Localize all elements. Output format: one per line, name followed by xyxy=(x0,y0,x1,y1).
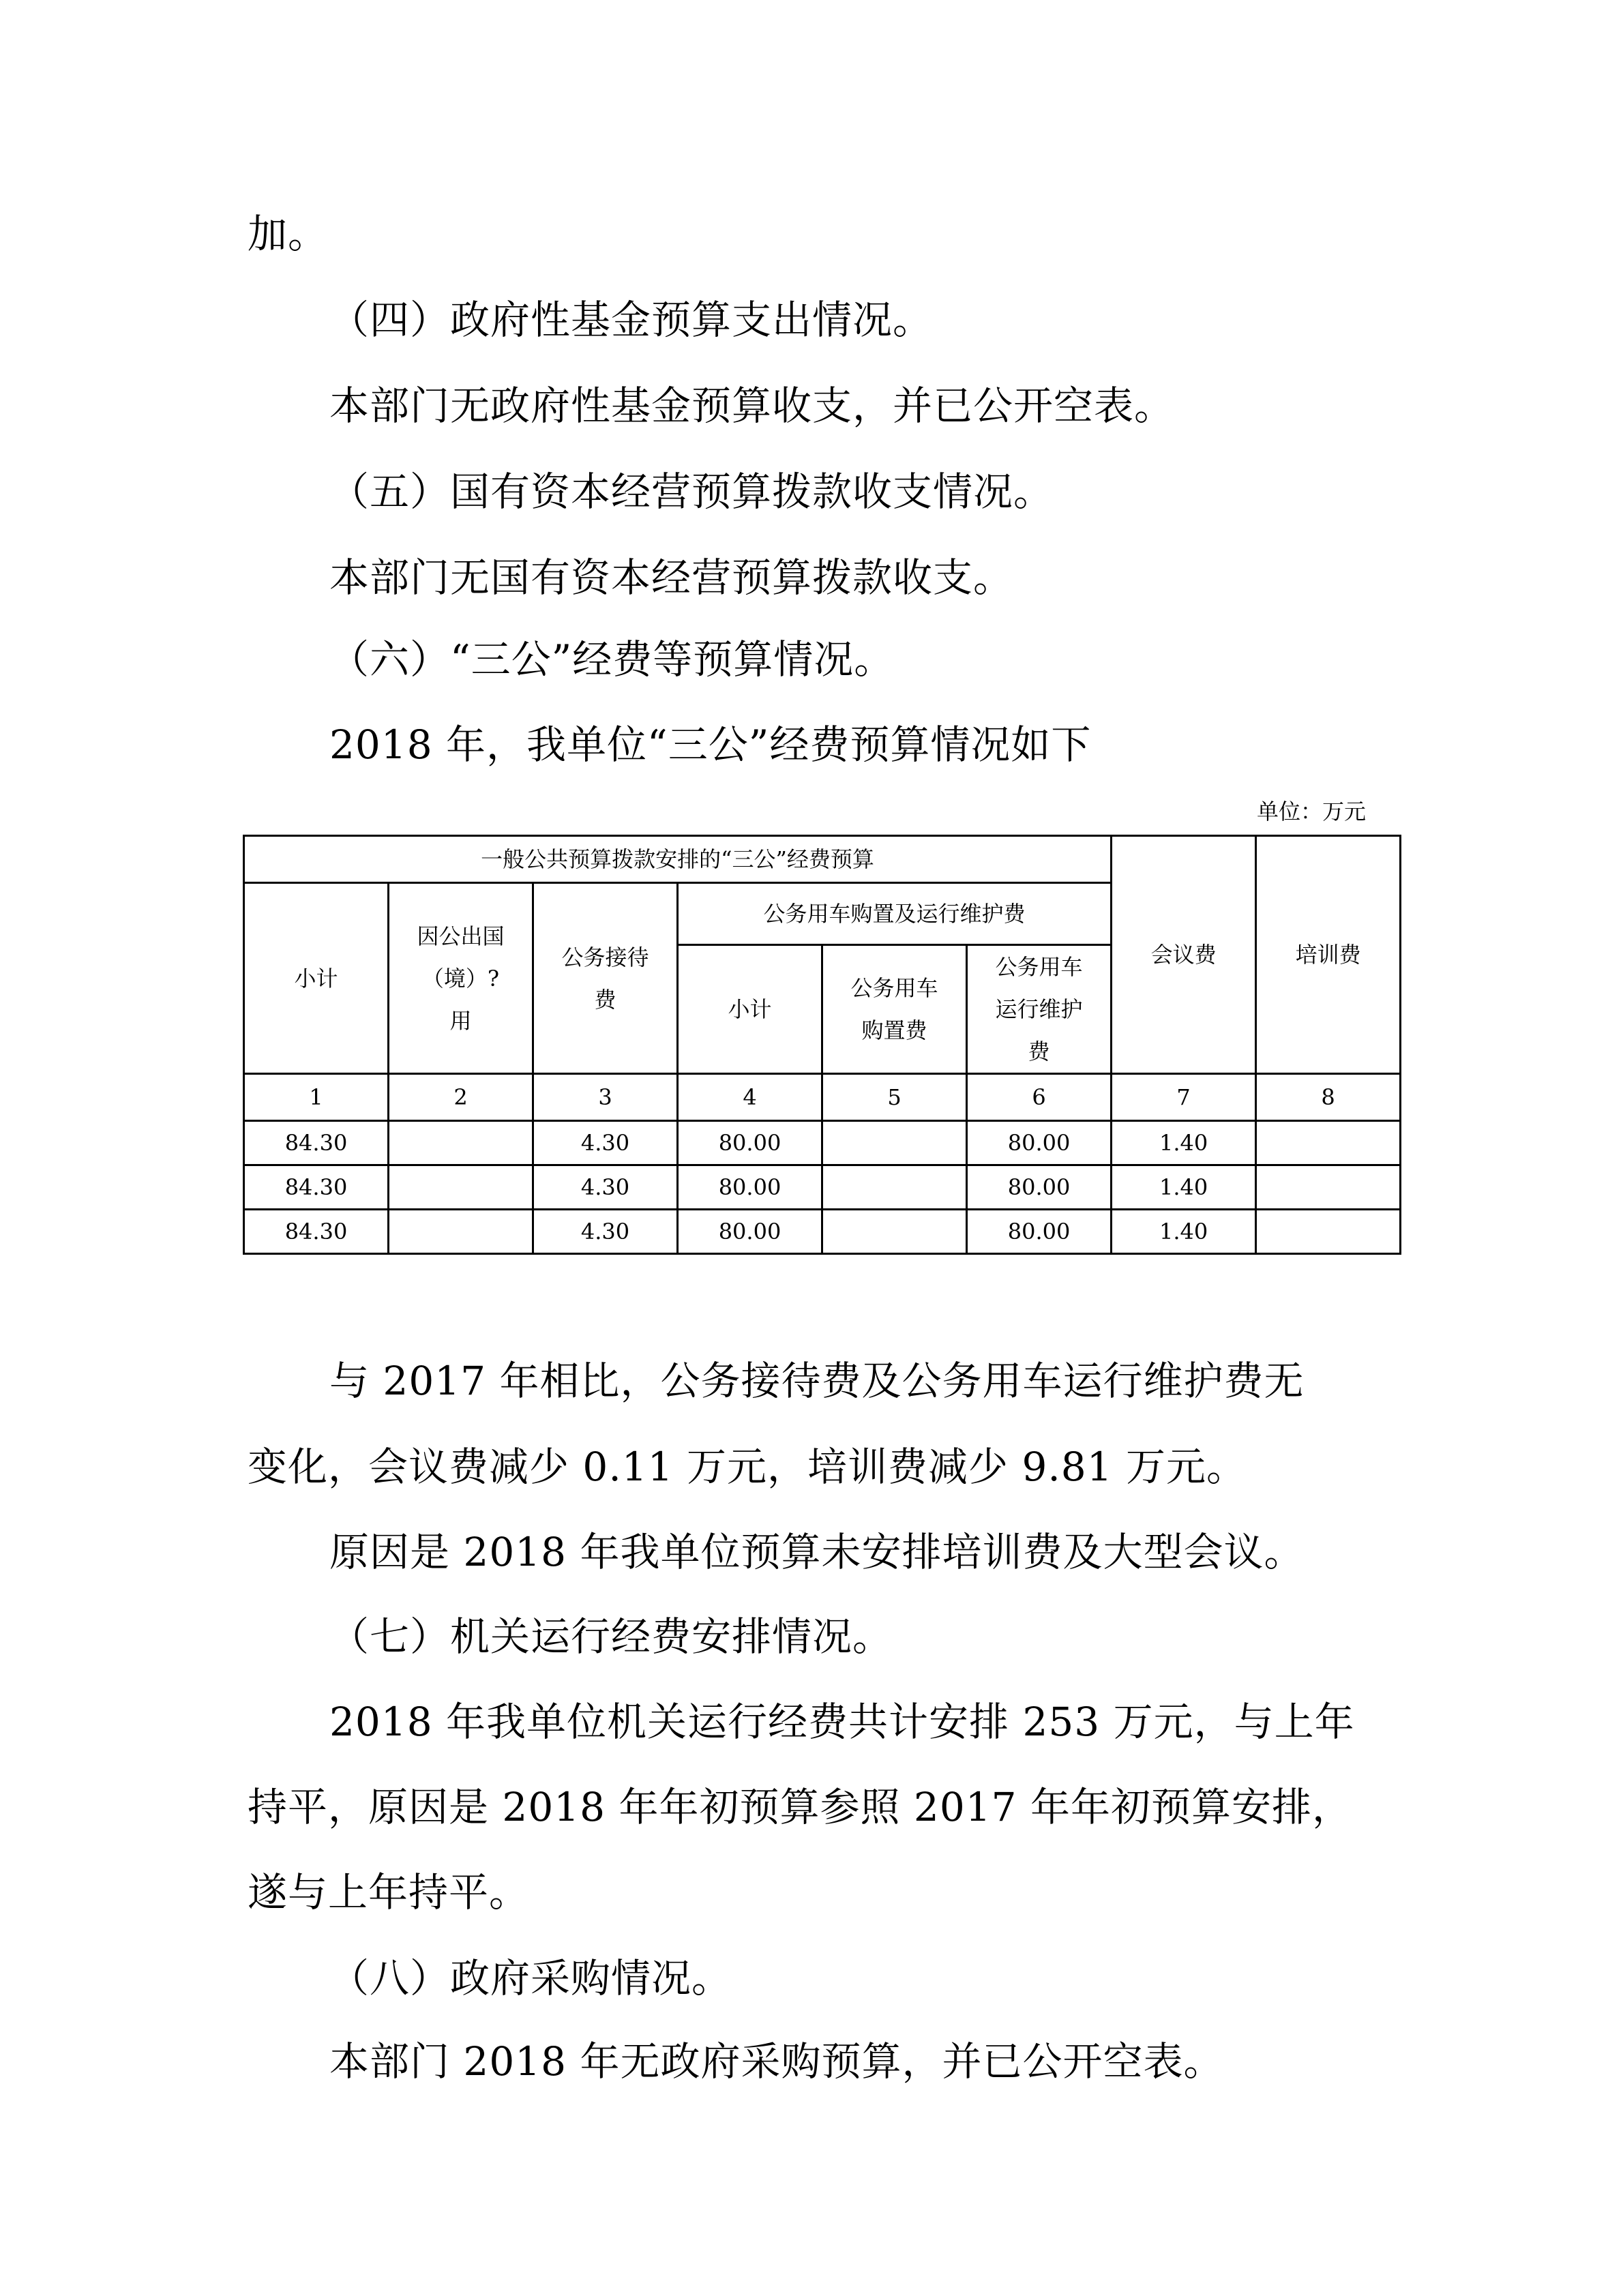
header-reception xyxy=(533,883,678,1074)
column-number: 4 xyxy=(678,1074,822,1121)
cell-training xyxy=(1256,1121,1401,1165)
section-heading-6: （六）“三公”经费等预算情况。 xyxy=(329,636,895,683)
cell-vehicle-operation: 80.00 xyxy=(967,1210,1112,1254)
cell-vehicle-subtotal: 80.00 xyxy=(678,1121,822,1165)
paragraph-procurement: 本部门 2018 年无政府采购预算，并已公开空表。 xyxy=(329,2038,1224,2085)
column-number: 6 xyxy=(967,1074,1112,1121)
column-number: 8 xyxy=(1256,1074,1401,1121)
section-heading-4: （四）政府性基金预算支出情况。 xyxy=(329,297,934,343)
table-row xyxy=(244,1121,1401,1165)
header-vehicle-purchase-label: 公务用车购置费 xyxy=(850,975,938,1043)
paragraph-three-public-intro: 2018 年，我单位“三公”经费预算情况如下 xyxy=(329,721,1092,768)
cell-overseas xyxy=(389,1165,533,1210)
cell-vehicle-subtotal: 80.00 xyxy=(678,1165,822,1210)
table-header-row-group xyxy=(244,836,1401,883)
table-row xyxy=(244,1210,1401,1254)
cell-meeting: 1.40 xyxy=(1112,1121,1256,1165)
column-number-row xyxy=(244,1074,1401,1121)
header-vehicle-purchase xyxy=(822,945,967,1074)
header-vehicle-operation xyxy=(967,945,1112,1074)
cell-training xyxy=(1256,1165,1401,1210)
paragraph-gov-fund: 本部门无政府性基金预算收支，并已公开空表。 xyxy=(329,383,1175,429)
cell-vehicle-operation: 80.00 xyxy=(967,1121,1112,1165)
section-heading-8: （八）政府采购情况。 xyxy=(329,1955,732,2001)
cell-overseas xyxy=(389,1210,533,1254)
three-public-expense-table xyxy=(243,835,1401,1255)
cell-reception: 4.30 xyxy=(533,1165,678,1210)
header-vehicle-subtotal-label: 小计 xyxy=(728,996,772,1022)
header-overseas xyxy=(389,883,533,1074)
cell-subtotal: 84.30 xyxy=(244,1210,389,1254)
cell-reception: 4.30 xyxy=(533,1210,678,1254)
header-vehicle-group: 公务用车购置及运行维护费 xyxy=(678,883,1112,945)
cell-reception: 4.30 xyxy=(533,1121,678,1165)
table-row xyxy=(244,1165,1401,1210)
section-heading-5: （五）国有资本经营预算拨款收支情况。 xyxy=(329,468,1054,515)
header-meeting-label: 会议费 xyxy=(1150,942,1217,968)
cell-vehicle-subtotal: 80.00 xyxy=(678,1210,822,1254)
cell-vehicle-purchase xyxy=(822,1210,967,1254)
cell-subtotal: 84.30 xyxy=(244,1165,389,1210)
cell-vehicle-operation: 80.00 xyxy=(967,1165,1112,1210)
paragraph-state-capital: 本部门无国有资本经营预算拨款收支。 xyxy=(329,554,1014,601)
header-meeting xyxy=(1112,836,1256,1074)
column-number: 3 xyxy=(533,1074,678,1121)
paragraph-comparison-line-2: 变化，会议费减少 0.11 万元，培训费减少 9.81 万元。 xyxy=(248,1444,1247,1490)
paragraph-operating-cost-line-1: 2018 年我单位机关运行经费共计安排 253 万元，与上年 xyxy=(329,1699,1355,1745)
header-subtotal-label: 小计 xyxy=(294,965,338,992)
section-heading-7: （七）机关运行经费安排情况。 xyxy=(329,1613,893,1660)
paragraph-continuation: 加。 xyxy=(248,211,329,257)
cell-meeting: 1.40 xyxy=(1112,1210,1256,1254)
cell-subtotal: 84.30 xyxy=(244,1121,389,1165)
header-training xyxy=(1256,836,1401,1074)
cell-overseas xyxy=(389,1121,533,1165)
header-vehicle-operation-label: 公务用车运行维护费 xyxy=(995,954,1083,1064)
cell-training xyxy=(1256,1210,1401,1254)
header-overseas-label: 因公出国（境）?用 xyxy=(417,923,505,1034)
column-number: 5 xyxy=(822,1074,967,1121)
cell-vehicle-purchase xyxy=(822,1165,967,1210)
header-group-title: 一般公共预算拨款安排的“三公”经费预算 xyxy=(244,836,1112,883)
header-vehicle-subtotal xyxy=(678,945,822,1074)
table-unit-label: 单位：万元 xyxy=(1257,799,1367,824)
column-number: 2 xyxy=(389,1074,533,1121)
cell-meeting: 1.40 xyxy=(1112,1165,1256,1210)
paragraph-operating-cost-line-2: 持平，原因是 2018 年年初预算参照 2017 年年初预算安排， xyxy=(248,1784,1352,1830)
header-reception-label: 公务接待费 xyxy=(561,944,649,1013)
header-subtotal xyxy=(244,883,389,1074)
column-number: 1 xyxy=(244,1074,389,1121)
header-training-label: 培训费 xyxy=(1295,942,1361,968)
column-number: 7 xyxy=(1112,1074,1256,1121)
paragraph-comparison-line-1: 与 2017 年相比，公务接待费及公务用车运行维护费无 xyxy=(329,1358,1305,1404)
paragraph-operating-cost-line-3: 遂与上年持平。 xyxy=(248,1869,530,1915)
cell-vehicle-purchase xyxy=(822,1121,967,1165)
paragraph-reason: 原因是 2018 年我单位预算未安排培训费及大型会议。 xyxy=(329,1529,1305,1575)
